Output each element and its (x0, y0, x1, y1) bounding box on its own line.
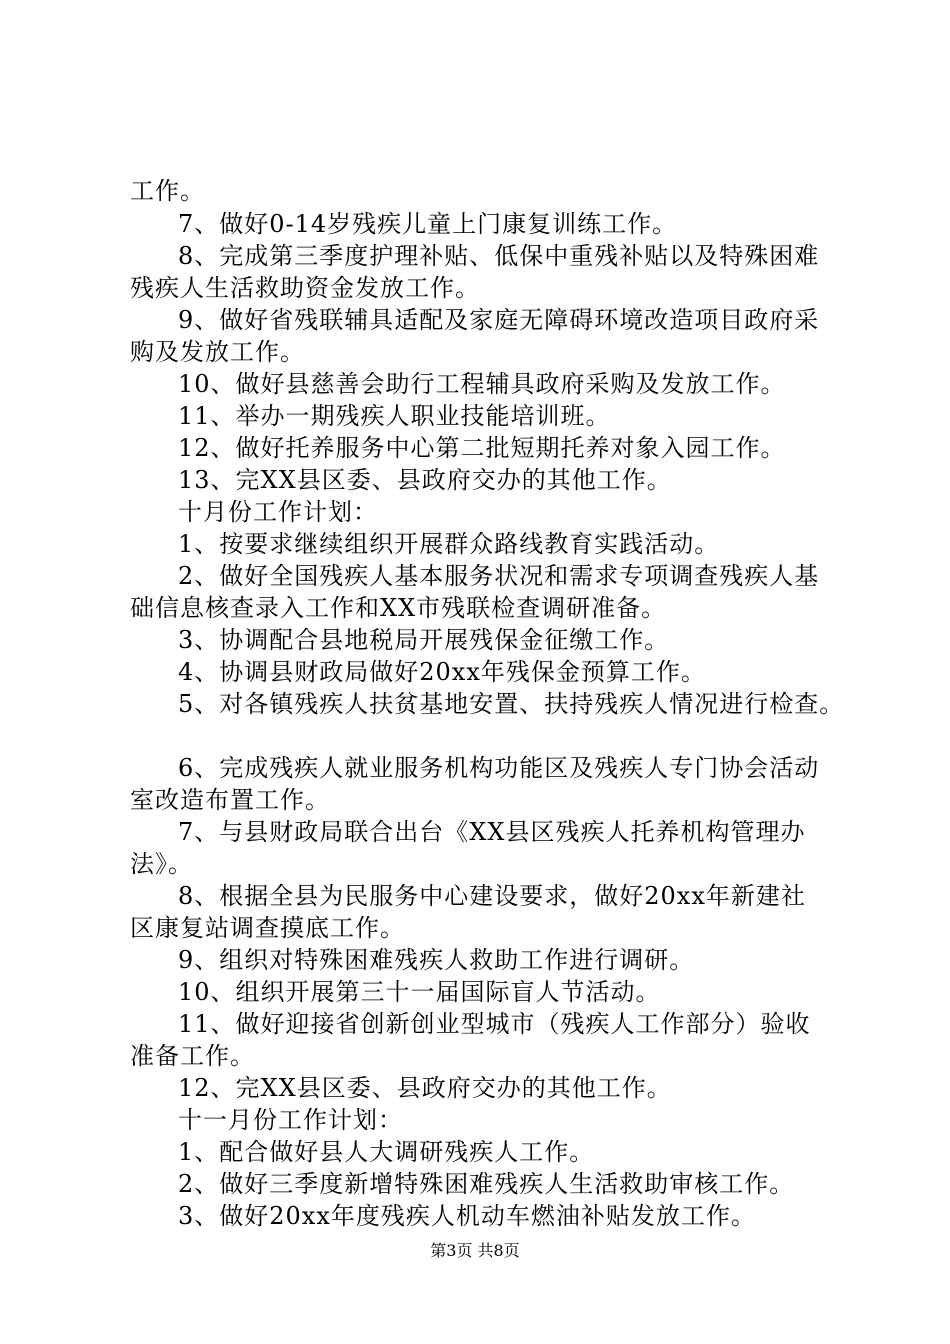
text-line: 10、组织开展第三十一届国际盲人节活动。 (178, 978, 661, 1006)
text-line: 1、配合做好县人大调研残疾人工作。 (178, 1138, 595, 1166)
text-line: 室改造布置工作。 (130, 786, 330, 814)
text-line: 购及发放工作。 (130, 338, 305, 366)
text-line: 工作。 (130, 177, 205, 205)
text-line: 础信息核查录入工作和XX市残联检查调研准备。 (130, 594, 667, 622)
text-line: 2、做好全国残疾人基本服务状况和需求专项调查残疾人基 (178, 562, 820, 590)
text-line: 11、举办一期残疾人职业技能培训班。 (178, 402, 611, 430)
text-line: 准备工作。 (130, 1042, 255, 1070)
text-line: 4、协调县财政局做好20xx年残保金预算工作。 (178, 658, 706, 686)
text-line: 法》。 (130, 850, 193, 878)
text-line: 12、做好托养服务中心第二批短期托养对象入园工作。 (178, 434, 786, 462)
text-line: 1、按要求继续组织开展群众路线教育实践活动。 (178, 530, 720, 558)
text-line: 残疾人生活救助资金发放工作。 (130, 274, 480, 302)
section-heading: 十月份工作计划： (178, 498, 378, 526)
text-line: 11、做好迎接省创新创业型城市（残疾人工作部分）验收 (178, 1010, 811, 1038)
page-number-footer: 第3页 共8页 (430, 1241, 520, 1260)
text-line: 3、做好20xx年度残疾人机动车燃油补贴发放工作。 (178, 1202, 756, 1230)
text-line: 9、做好省残联辅具适配及家庭无障碍环境改造项目政府采 (178, 306, 820, 334)
text-line: 2、做好三季度新增特殊困难残疾人生活救助审核工作。 (178, 1170, 795, 1198)
text-line: 13、完XX县区委、县政府交办的其他工作。 (178, 466, 672, 494)
text-line: 区康复站调查摸底工作。 (130, 914, 405, 942)
text-line: 7、与县财政局联合出台《XX县区残疾人托养机构管理办 (178, 818, 806, 846)
section-heading: 十一月份工作计划： (178, 1106, 403, 1134)
text-line: 9、组织对特殊困难残疾人救助工作进行调研。 (178, 946, 695, 974)
text-line: 5、对各镇残疾人扶贫基地安置、扶持残疾人情况进行检查。 (178, 690, 845, 718)
text-line: 8、完成第三季度护理补贴、低保中重残补贴以及特殊困难 (178, 242, 820, 270)
text-line: 12、完XX县区委、县政府交办的其他工作。 (178, 1074, 672, 1102)
text-line: 3、协调配合县地税局开展残保金征缴工作。 (178, 626, 670, 654)
text-line: 6、完成残疾人就业服务机构功能区及残疾人专门协会活动 (178, 754, 820, 782)
text-line: 8、根据全县为民服务中心建设要求，做好20xx年新建社 (178, 882, 806, 910)
text-line: 7、做好0-14岁残疾儿童上门康复训练工作。 (178, 210, 678, 238)
text-line: 10、做好县慈善会助行工程辅具政府采购及发放工作。 (178, 370, 786, 398)
